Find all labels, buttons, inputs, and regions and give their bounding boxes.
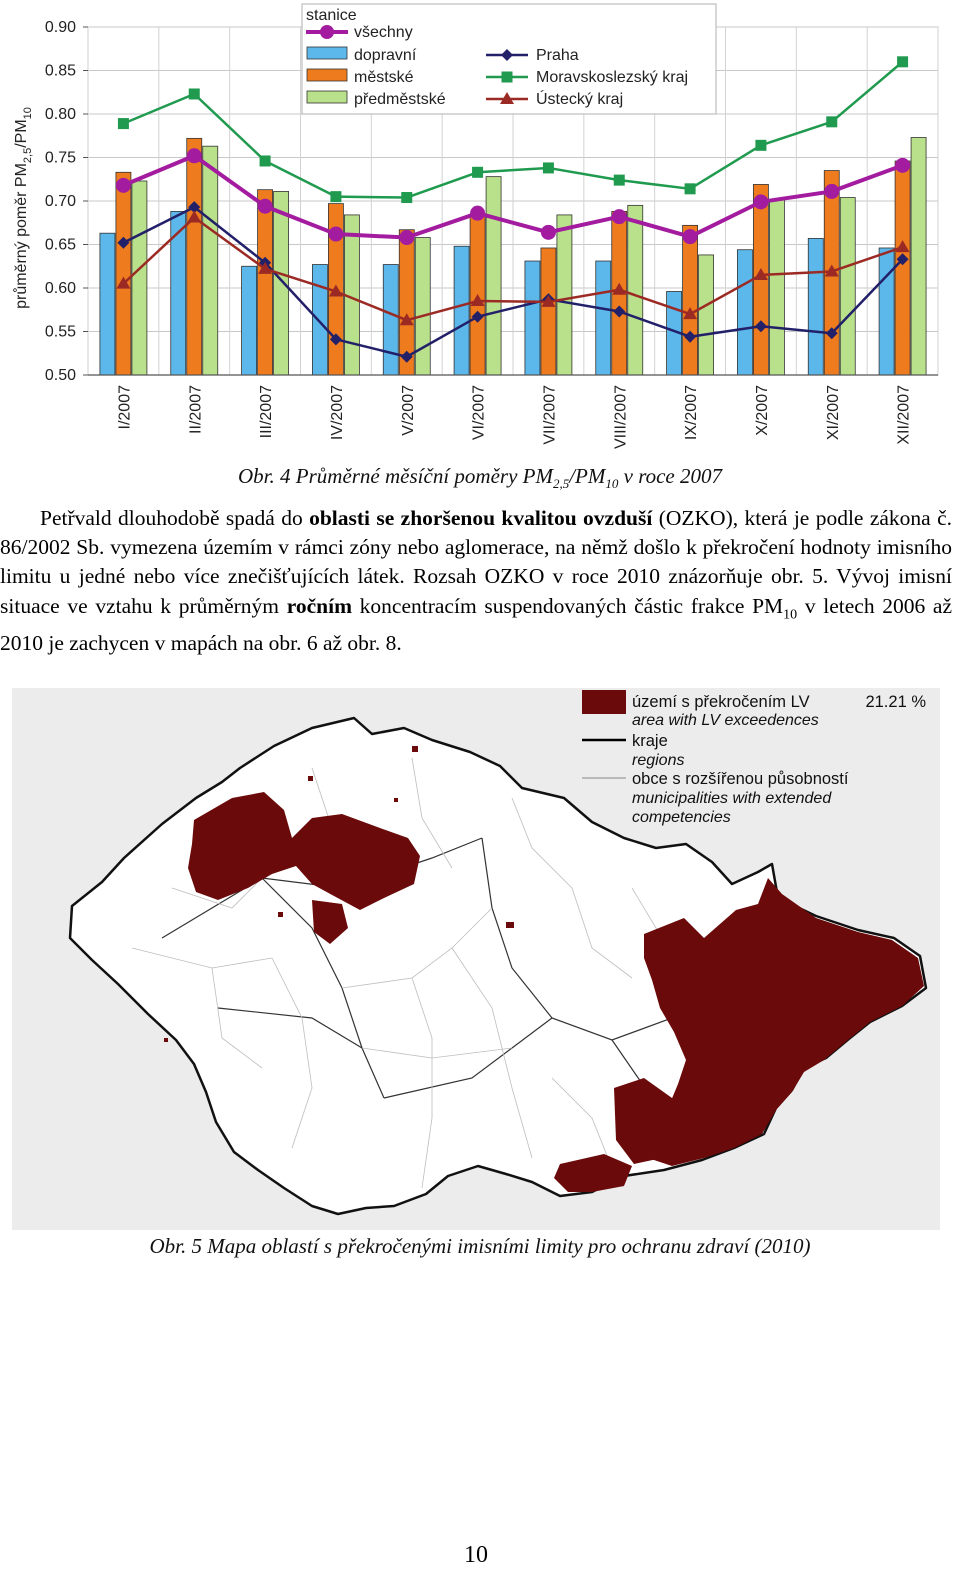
page-number: 10 — [464, 1542, 488, 1568]
map-legend — [582, 690, 926, 826]
bar-předměstské — [840, 198, 855, 375]
legend-swatch-dopravní — [307, 47, 347, 59]
marker-Moravskoslezský kraj — [118, 118, 129, 129]
x-tick-label: X/2007 — [753, 385, 771, 436]
marker-všechny — [541, 225, 556, 240]
legend-marker-all — [320, 25, 334, 39]
y-tick-label: 0.55 — [44, 323, 76, 341]
marker-Moravskoslezský kraj — [260, 155, 271, 166]
y-tick-label: 0.80 — [44, 106, 76, 123]
legend-label-všechny: všechny — [354, 24, 413, 41]
legend-label-předměstské: předměstské — [354, 91, 446, 108]
marker-Moravskoslezský kraj — [897, 56, 908, 67]
marker-všechny — [399, 230, 414, 245]
marker-Moravskoslezský kraj — [189, 88, 200, 99]
y-tick-label: 0.50 — [44, 367, 76, 384]
bar-dopravní — [242, 266, 257, 375]
x-tick-label: VIII/2007 — [612, 385, 630, 450]
bar-městské — [541, 248, 556, 375]
marker-Moravskoslezský kraj — [472, 167, 483, 178]
bar-předměstské — [132, 181, 147, 375]
figure-4-caption: Obr. 4 Průměrné měsíční poměry $PM_{2,5}/PM_{10}$ v roce 2007 — [238, 464, 722, 492]
legend-exceed-en: area with LV exceedences — [632, 712, 819, 729]
y-tick-label: 0.90 — [44, 19, 76, 36]
marker-Moravskoslezský kraj — [543, 162, 554, 173]
x-tick-label: XI/2007 — [824, 385, 842, 441]
bar-dopravní — [454, 246, 469, 375]
bar-předměstské — [628, 205, 643, 375]
marker-všechny — [612, 209, 627, 224]
x-tick-label: I/2007 — [116, 385, 134, 430]
y-tick-label: 0.85 — [44, 62, 76, 80]
legend-label-Ústecký kraj: Ústecký kraj — [536, 91, 624, 108]
bar-předměstské — [415, 238, 430, 375]
bar-dopravní — [737, 250, 752, 375]
marker-všechny — [895, 158, 910, 173]
body-paragraph: Petřvald dlouhodobě spadá do oblasti se zhoršenou kvalitou ovzduší (OZKO), která je podle zákona č. 86/2002 Sb. vymezena územím v rámci zóny nebo aglomerace, na němž došlo k překročení hodnoty imisního limitu u jedné nebo více znečišťujících látek. Rozsah OZKO v roce 2010 znázorňuje obr. 5. Vývoj imisní situace ve vztahu k průměrným ročním koncentracím suspendovaných částic frakce $PM_{10}$ v letech 2006 až 2010 je zachycen v mapách na obr. 6 až obr. 8. — [0, 506, 953, 656]
marker-Moravskoslezský kraj — [614, 175, 625, 186]
marker-všechny — [470, 206, 485, 221]
marker-všechny — [753, 194, 768, 209]
x-tick-label: VII/2007 — [541, 385, 559, 445]
figure-5-caption: Obr. 5 Mapa oblastí s překročenými imisními limity pro ochranu zdraví (2010) — [149, 1234, 811, 1258]
marker-Moravskoslezský kraj — [826, 116, 837, 127]
y-tick-label: 0.65 — [44, 236, 76, 254]
legend-label-dopravní: dopravní — [354, 47, 417, 64]
x-tick-label: IX/2007 — [683, 385, 701, 441]
legend-exceed-swatch — [582, 690, 626, 714]
bar-předměstské — [557, 215, 572, 375]
x-tick-label: V/2007 — [399, 385, 417, 436]
marker-všechny — [328, 227, 343, 242]
legend-exceed-percent: 21.21 % — [865, 693, 926, 711]
bar-dopravní — [383, 265, 398, 375]
chart-svg — [0, 0, 960, 460]
bar-předměstské — [486, 177, 501, 375]
x-tick-label: III/2007 — [258, 385, 276, 439]
figure-4-chart — [0, 0, 960, 460]
x-tick-label: II/2007 — [187, 385, 205, 434]
bar-předměstské — [699, 255, 714, 375]
legend-municipalities-en-2: competencies — [632, 809, 731, 826]
legend-marker-Moravskoslezský kraj — [502, 72, 513, 83]
bar-předměstské — [203, 146, 218, 375]
legend-label-Praha: Praha — [536, 47, 579, 64]
legend-exceed-cz: území s překročením LV — [632, 693, 810, 711]
bar-dopravní — [596, 261, 611, 375]
bar-městské — [187, 138, 202, 375]
figure-5-map — [12, 688, 940, 1230]
y-tick-label: 0.75 — [44, 149, 76, 167]
marker-Moravskoslezský kraj — [685, 183, 696, 194]
bar-městské — [683, 225, 698, 375]
bar-městské — [895, 161, 910, 375]
y-axis-label: průměrný poměr $PM_{2,5}/PM_{10}$ — [13, 107, 34, 309]
map-svg — [12, 688, 940, 1230]
y-tick-label: 0.70 — [44, 193, 76, 210]
marker-všechny — [258, 199, 273, 214]
bar-dopravní — [879, 248, 894, 375]
marker-všechny — [187, 148, 202, 163]
legend-label-Moravskoslezský kraj: Moravskoslezský kraj — [536, 69, 689, 86]
bar-městské — [258, 190, 273, 375]
bar-předměstské — [274, 191, 289, 375]
marker-Moravskoslezský kraj — [330, 191, 341, 202]
chart-legend — [302, 4, 716, 114]
legend-swatch-městské — [307, 69, 347, 81]
marker-Moravskoslezský kraj — [401, 192, 412, 203]
x-tick-label: XII/2007 — [895, 385, 913, 445]
legend-title: stanice — [306, 7, 357, 24]
legend-municipalities-en-1: municipalities with extended — [632, 790, 832, 807]
y-tick-label: 0.60 — [44, 280, 76, 297]
bar-dopravní — [100, 233, 115, 375]
legend-regions-en: regions — [632, 752, 685, 769]
marker-všechny — [824, 184, 839, 199]
legend-label-městské: městské — [354, 69, 414, 86]
legend-regions-cz: kraje — [632, 732, 668, 750]
marker-Moravskoslezský kraj — [755, 140, 766, 151]
marker-všechny — [683, 229, 698, 244]
legend-municipalities-cz: obce s rozšířenou působností — [632, 770, 849, 788]
x-tick-label: IV/2007 — [328, 385, 346, 441]
marker-všechny — [116, 178, 131, 193]
bar-dopravní — [525, 261, 540, 375]
bar-dopravní — [808, 238, 823, 375]
x-tick-label: VI/2007 — [470, 385, 488, 441]
bar-předměstské — [769, 200, 784, 375]
bar-dopravní — [312, 265, 327, 375]
legend-swatch-předměstské — [307, 91, 347, 103]
bar-předměstské — [911, 137, 926, 375]
bar-městské — [116, 172, 131, 375]
